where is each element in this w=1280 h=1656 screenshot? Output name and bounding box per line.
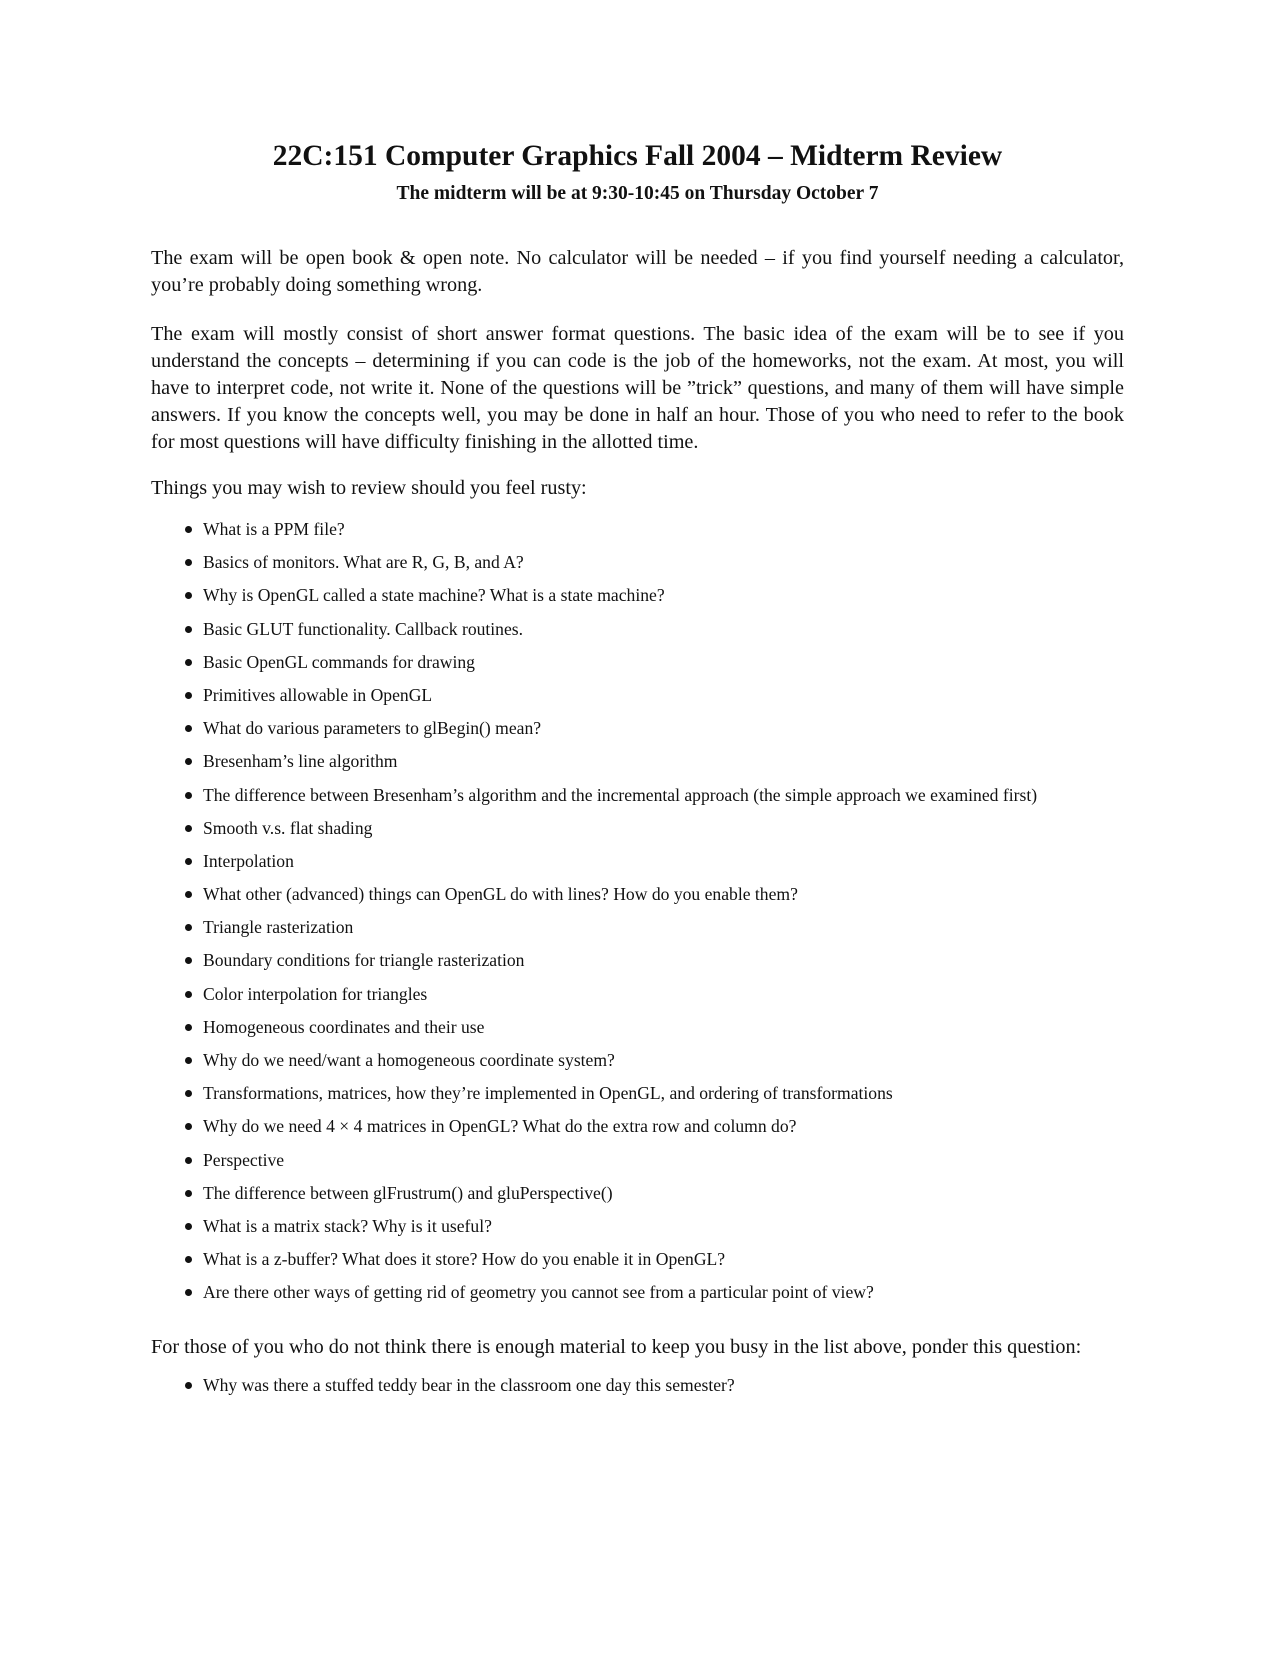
list-item: Interpolation [151, 850, 1124, 883]
list-item: Why do we need 4 × 4 matrices in OpenGL? What do the extra row and column do? [151, 1115, 1124, 1148]
exam-format-paragraph: The exam will be open book & open note. No calculator will be needed – if you find yourself needing a calculator, you’re probably doing something wrong. [151, 247, 1124, 296]
exam-time-subtitle: The midterm will be at 9:30-10:45 on Thursday October 7 [396, 183, 879, 204]
list-item: Primitives allowable in OpenGL [151, 684, 1124, 717]
list-item: What is a matrix stack? Why is it useful? [151, 1215, 1124, 1248]
list-item: Why is OpenGL called a state machine? What is a state machine? [151, 584, 1124, 617]
ponder-intro-paragraph: For those of you who do not think there is enough material to keep you busy in the list above, ponder this question: [151, 1336, 1082, 1358]
list-item: Basic OpenGL commands for drawing [151, 651, 1124, 684]
list-item: Why was there a stuffed teddy bear in the classroom one day this semester? [151, 1374, 1124, 1396]
page-title: 22C:151 Computer Graphics Fall 2004 – Midterm Review [272, 140, 1003, 172]
list-item: Color interpolation for triangles [151, 983, 1124, 1016]
list-item: What is a z-buffer? What does it store? How do you enable it in OpenGL? [151, 1248, 1124, 1281]
review-intro-paragraph: Things you may wish to review should you feel rusty: [151, 477, 587, 499]
list-item: Bresenham’s line algorithm [151, 750, 1124, 783]
list-item: Why do we need/want a homogeneous coordinate system? [151, 1049, 1124, 1082]
list-item: Smooth v.s. flat shading [151, 817, 1124, 850]
list-item: Transformations, matrices, how they’re implemented in OpenGL, and ordering of transformations [151, 1082, 1124, 1115]
list-item: Are there other ways of getting rid of geometry you cannot see from a particular point of view? [151, 1281, 1124, 1314]
list-item: What other (advanced) things can OpenGL do with lines? How do you enable them? [151, 883, 1124, 916]
list-item: Perspective [151, 1149, 1124, 1182]
list-item: Homogeneous coordinates and their use [151, 1016, 1124, 1049]
list-item: Basic GLUT functionality. Callback routines. [151, 618, 1124, 651]
list-item: Triangle rasterization [151, 916, 1124, 949]
review-topics-list [151, 518, 1124, 1315]
list-item: Boundary conditions for triangle rasterization [151, 949, 1124, 982]
list-item: What is a PPM file? [151, 518, 1124, 551]
list-item: The difference between Bresenham’s algorithm and the incremental approach (the simple approach we examined first) [151, 784, 1124, 817]
ponder-question-list [151, 1374, 1124, 1396]
list-item: What do various parameters to glBegin() mean? [151, 717, 1124, 750]
list-item: The difference between glFrustrum() and gluPerspective() [151, 1182, 1124, 1215]
list-item: Basics of monitors. What are R, G, B, and A? [151, 551, 1124, 584]
exam-content-paragraph: The exam will mostly consist of short answer format questions. The basic idea of the exam will be to see if you understand the concepts – determining if you can code is the job of the homeworks, not the exam. At most, you will have to interpret code, not write it. None of the questions will be ”trick” questions, and many of them will have simple answers. If you know the concepts well, you may be done in half an hour. Those of you who need to refer to the book for most questions will have difficulty finishing in the allotted time. [151, 323, 1124, 453]
